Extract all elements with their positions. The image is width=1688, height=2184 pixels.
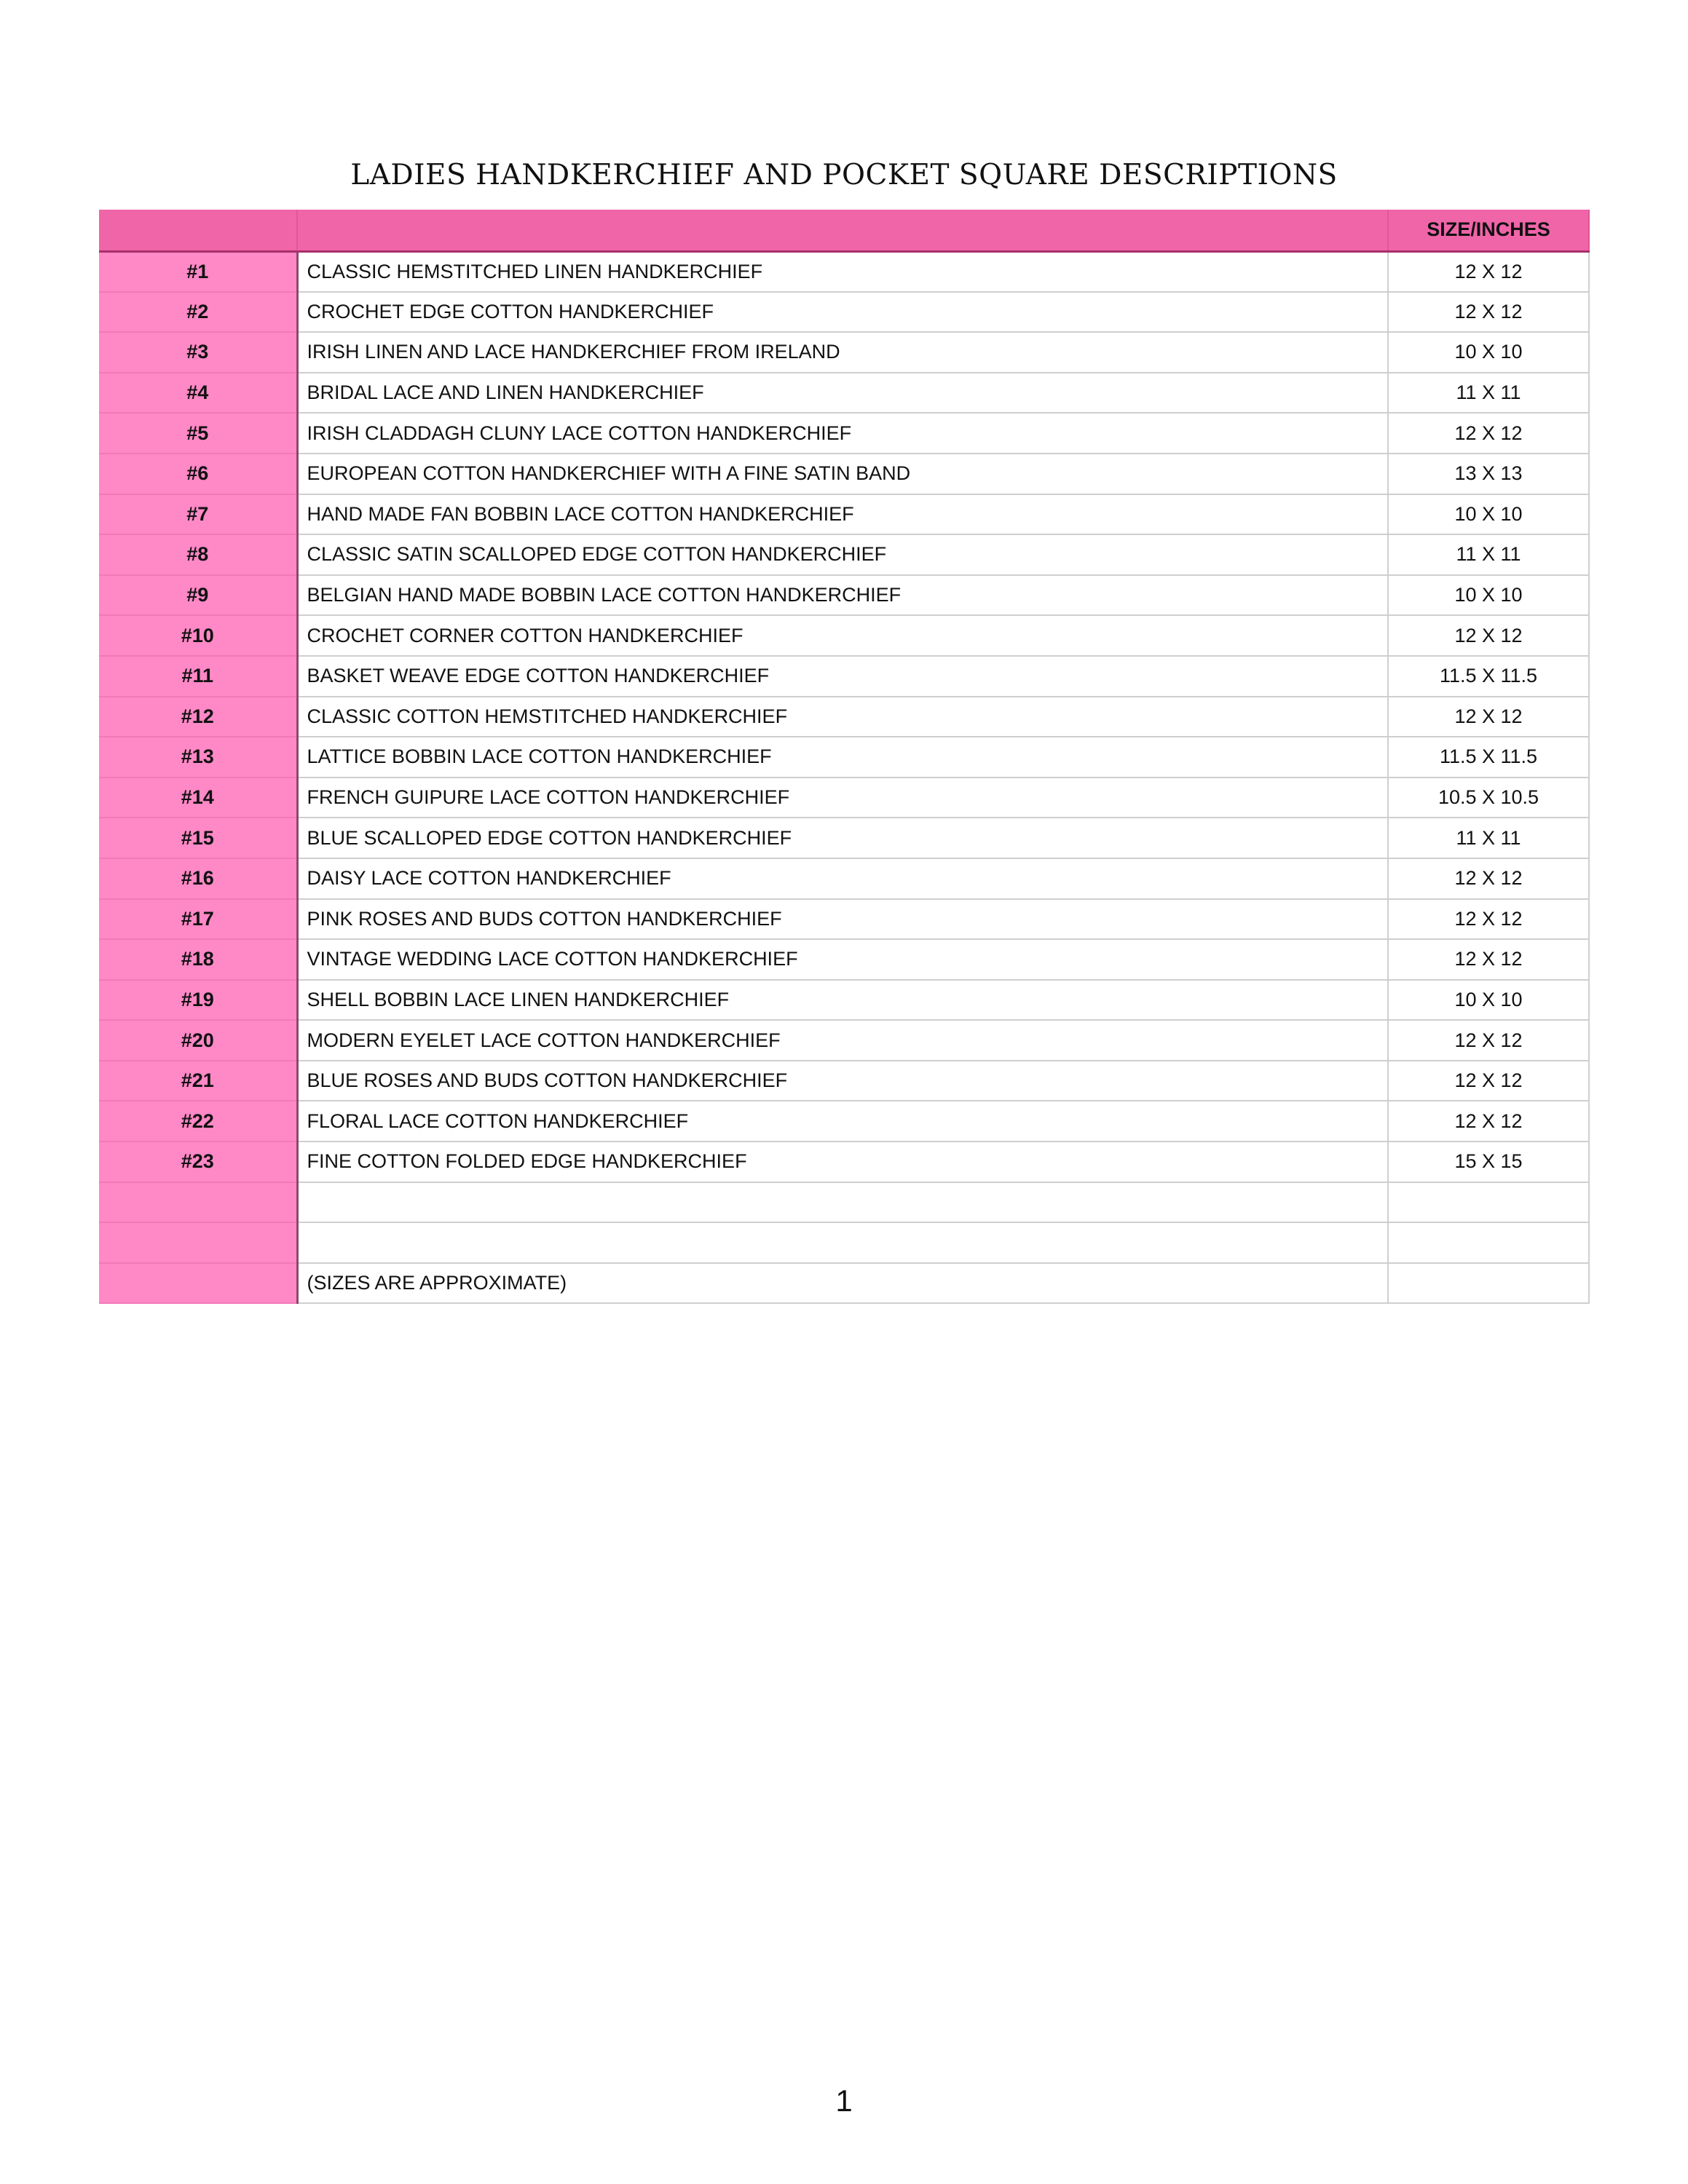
item-description: CLASSIC SATIN SCALLOPED EDGE COTTON HANDKERCHIEF	[297, 534, 1388, 575]
table-row	[99, 1020, 1589, 1061]
item-number	[99, 1263, 297, 1304]
item-size: 11.5 X 11.5	[1388, 656, 1589, 697]
item-description: BASKET WEAVE EDGE COTTON HANDKERCHIEF	[297, 656, 1388, 697]
table-row	[99, 292, 1589, 333]
header-size: SIZE/INCHES	[1388, 210, 1589, 251]
table-row	[99, 656, 1589, 697]
item-number: #20	[99, 1020, 297, 1061]
item-description: VINTAGE WEDDING LACE COTTON HANDKERCHIEF	[297, 939, 1388, 980]
item-description: PINK ROSES AND BUDS COTTON HANDKERCHIEF	[297, 899, 1388, 940]
item-size: 13 X 13	[1388, 454, 1589, 494]
item-size: 11 X 11	[1388, 373, 1589, 414]
item-size: 11.5 X 11.5	[1388, 737, 1589, 778]
item-size	[1388, 1263, 1589, 1304]
item-number: #19	[99, 980, 297, 1021]
table-row	[99, 413, 1589, 454]
item-size: 12 X 12	[1388, 697, 1589, 737]
item-description	[297, 1182, 1388, 1223]
item-number: #2	[99, 292, 297, 333]
table-row	[99, 1182, 1589, 1223]
item-description: FLORAL LACE COTTON HANDKERCHIEF	[297, 1101, 1388, 1142]
item-number: #6	[99, 454, 297, 494]
table-row	[99, 1222, 1589, 1263]
item-number: #5	[99, 413, 297, 454]
table-row	[99, 939, 1589, 980]
header-description	[297, 210, 1388, 251]
table-row	[99, 494, 1589, 535]
table-row	[99, 373, 1589, 414]
item-number: #8	[99, 534, 297, 575]
table-row	[99, 615, 1589, 656]
table-row	[99, 1061, 1589, 1101]
item-size: 11 X 11	[1388, 534, 1589, 575]
table-row	[99, 1142, 1589, 1182]
table-row	[99, 737, 1589, 778]
item-size: 10.5 X 10.5	[1388, 778, 1589, 818]
item-number: #14	[99, 778, 297, 818]
item-description: MODERN EYELET LACE COTTON HANDKERCHIEF	[297, 1020, 1388, 1061]
item-description: HAND MADE FAN BOBBIN LACE COTTON HANDKERCHIEF	[297, 494, 1388, 535]
item-description: BELGIAN HAND MADE BOBBIN LACE COTTON HANDKERCHIEF	[297, 575, 1388, 616]
header-number	[99, 210, 297, 251]
item-size: 12 X 12	[1388, 939, 1589, 980]
table-row	[99, 899, 1589, 940]
item-description: CROCHET EDGE COTTON HANDKERCHIEF	[297, 292, 1388, 333]
item-number: #21	[99, 1061, 297, 1101]
item-description: BLUE SCALLOPED EDGE COTTON HANDKERCHIEF	[297, 818, 1388, 858]
item-description: FINE COTTON FOLDED EDGE HANDKERCHIEF	[297, 1142, 1388, 1182]
table-row	[99, 534, 1589, 575]
item-description: CLASSIC COTTON HEMSTITCHED HANDKERCHIEF	[297, 697, 1388, 737]
item-number: #12	[99, 697, 297, 737]
item-description: BRIDAL LACE AND LINEN HANDKERCHIEF	[297, 373, 1388, 414]
item-size: 15 X 15	[1388, 1142, 1589, 1182]
item-number: #22	[99, 1101, 297, 1142]
table-body	[99, 251, 1589, 1303]
item-number: #9	[99, 575, 297, 616]
item-number: #10	[99, 615, 297, 656]
item-description: DAISY LACE COTTON HANDKERCHIEF	[297, 858, 1388, 899]
item-description: LATTICE BOBBIN LACE COTTON HANDKERCHIEF	[297, 737, 1388, 778]
item-number: #11	[99, 656, 297, 697]
item-description: BLUE ROSES AND BUDS COTTON HANDKERCHIEF	[297, 1061, 1388, 1101]
item-description	[297, 1222, 1388, 1263]
item-number: #17	[99, 899, 297, 940]
item-description: FRENCH GUIPURE LACE COTTON HANDKERCHIEF	[297, 778, 1388, 818]
item-number	[99, 1182, 297, 1223]
item-size: 10 X 10	[1388, 332, 1589, 373]
table-row	[99, 980, 1589, 1021]
table-row	[99, 454, 1589, 494]
item-number: #15	[99, 818, 297, 858]
item-size: 12 X 12	[1388, 858, 1589, 899]
item-description: CLASSIC HEMSTITCHED LINEN HANDKERCHIEF	[297, 251, 1388, 292]
table-row	[99, 575, 1589, 616]
item-size: 10 X 10	[1388, 494, 1589, 535]
item-description: IRISH CLADDAGH CLUNY LACE COTTON HANDKERCHIEF	[297, 413, 1388, 454]
page-title: LADIES HANDKERCHIEF AND POCKET SQUARE DESCRIPTIONS	[350, 159, 1338, 191]
item-size: 12 X 12	[1388, 1020, 1589, 1061]
item-size: 12 X 12	[1388, 1101, 1589, 1142]
table-row	[99, 778, 1589, 818]
page-number: 1	[835, 2084, 853, 2118]
item-size: 12 X 12	[1388, 413, 1589, 454]
item-description: SHELL BOBBIN LACE LINEN HANDKERCHIEF	[297, 980, 1388, 1021]
item-size: 12 X 12	[1388, 899, 1589, 940]
item-size: 12 X 12	[1388, 292, 1589, 333]
handkerchief-description-table	[99, 210, 1590, 1304]
item-size: 11 X 11	[1388, 818, 1589, 858]
item-description: CROCHET CORNER COTTON HANDKERCHIEF	[297, 615, 1388, 656]
item-size: 10 X 10	[1388, 575, 1589, 616]
item-number	[99, 1222, 297, 1263]
item-number: #3	[99, 332, 297, 373]
item-description: (SIZES ARE APPROXIMATE)	[297, 1263, 1388, 1304]
table-row	[99, 818, 1589, 858]
item-size	[1388, 1222, 1589, 1263]
item-size	[1388, 1182, 1589, 1223]
item-size: 12 X 12	[1388, 251, 1589, 292]
table-row	[99, 251, 1589, 292]
table-row	[99, 1263, 1589, 1304]
item-number: #4	[99, 373, 297, 414]
table-row	[99, 332, 1589, 373]
item-number: #16	[99, 858, 297, 899]
item-number: #7	[99, 494, 297, 535]
item-number: #13	[99, 737, 297, 778]
item-number: #23	[99, 1142, 297, 1182]
table-row	[99, 697, 1589, 737]
item-description: IRISH LINEN AND LACE HANDKERCHIEF FROM IRELAND	[297, 332, 1388, 373]
item-size: 12 X 12	[1388, 615, 1589, 656]
item-size: 12 X 12	[1388, 1061, 1589, 1101]
table-header-row	[99, 210, 1589, 251]
item-description: EUROPEAN COTTON HANDKERCHIEF WITH A FINE SATIN BAND	[297, 454, 1388, 494]
table-row	[99, 858, 1589, 899]
item-number: #18	[99, 939, 297, 980]
table-row	[99, 1101, 1589, 1142]
item-number: #1	[99, 251, 297, 292]
item-size: 10 X 10	[1388, 980, 1589, 1021]
